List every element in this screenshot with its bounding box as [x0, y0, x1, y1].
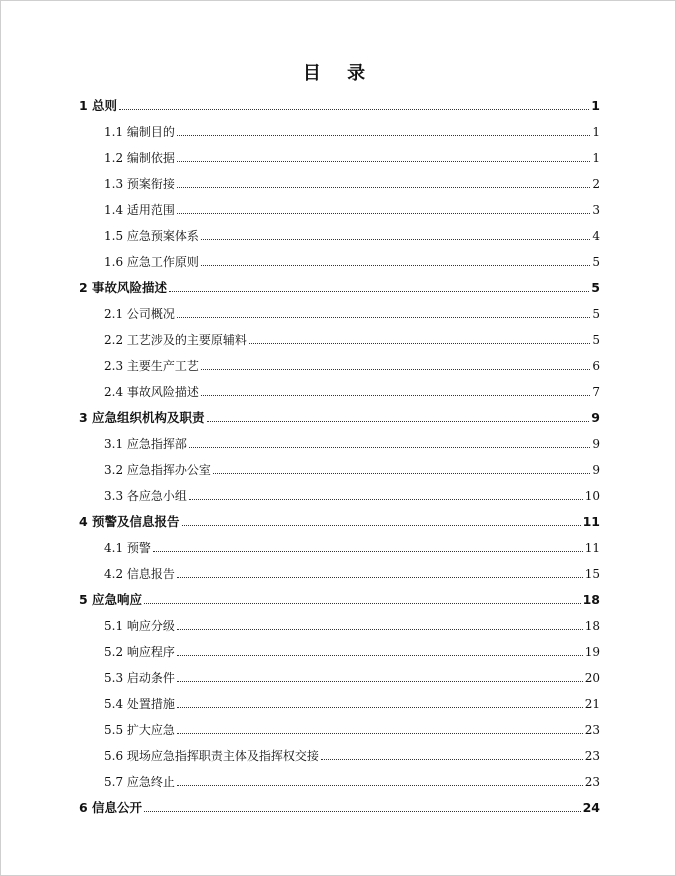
- toc-section-entry[interactable]: [104, 640, 600, 660]
- toc-dot-leader: [182, 525, 581, 526]
- toc-chapter-entry[interactable]: [79, 510, 600, 530]
- toc-dot-leader: [144, 603, 581, 604]
- toc-title: 目 录: [302, 63, 376, 84]
- toc-page-number: 23: [584, 749, 600, 763]
- toc-entry-label: 5.6 现场应急指挥职责主体及指挥权交接: [104, 749, 319, 763]
- toc-page-number: 20: [584, 671, 600, 685]
- toc-section-entry[interactable]: [104, 666, 600, 686]
- toc-page-number: 21: [584, 697, 600, 711]
- toc-dot-leader: [201, 369, 590, 370]
- toc-page-number: 5: [592, 307, 600, 321]
- toc-dot-leader: [144, 811, 581, 812]
- toc-entry-label: 1.6 应急工作原则: [104, 255, 199, 269]
- toc-dot-leader: [119, 109, 589, 110]
- toc-entry-label: 5.7 应急终止: [104, 775, 175, 789]
- toc-dot-leader: [189, 499, 583, 500]
- toc-page-number: 11: [584, 541, 600, 555]
- toc-entry-label: 2 事故风险描述: [79, 280, 168, 295]
- toc-section-entry[interactable]: [104, 718, 600, 738]
- toc-page-number: 9: [591, 410, 600, 425]
- toc-section-entry[interactable]: [104, 614, 600, 634]
- toc-entry-label: 1.1 编制目的: [104, 125, 175, 139]
- toc-page-number: 11: [582, 514, 600, 529]
- toc-dot-leader: [177, 733, 583, 734]
- toc-page-number: 15: [584, 567, 600, 581]
- toc-entry-label: 5.2 响应程序: [104, 645, 175, 659]
- toc-entry-label: 5.5 扩大应急: [104, 723, 175, 737]
- toc-page-number: 7: [592, 385, 600, 399]
- toc-entry-label: 1 总则: [79, 98, 118, 113]
- toc-dot-leader: [177, 707, 583, 708]
- toc-dot-leader: [177, 187, 590, 188]
- toc-section-entry[interactable]: [104, 328, 600, 348]
- toc-entry-label: 1.2 编制依据: [104, 151, 175, 165]
- toc-dot-leader: [177, 213, 590, 214]
- toc-entry-label: 1.3 预案衔接: [104, 177, 175, 191]
- toc-entry-label: 4 预警及信息报告: [79, 514, 180, 529]
- toc-dot-leader: [153, 551, 583, 552]
- toc-section-entry[interactable]: [104, 458, 600, 478]
- toc-dot-leader: [201, 239, 590, 240]
- toc-section-entry[interactable]: [104, 198, 600, 218]
- toc-page-number: 1: [591, 98, 600, 113]
- toc-section-entry[interactable]: [104, 250, 600, 270]
- toc-page-number: 4: [592, 229, 600, 243]
- toc-chapter-entry[interactable]: [79, 276, 600, 296]
- toc-dot-leader: [177, 681, 583, 682]
- toc-page-number: 23: [584, 723, 600, 737]
- toc-section-entry[interactable]: [104, 380, 600, 400]
- toc-dot-leader: [177, 135, 590, 136]
- toc-chapter-entry[interactable]: [79, 588, 600, 608]
- toc-chapter-entry[interactable]: [79, 94, 600, 114]
- toc-section-entry[interactable]: [104, 224, 600, 244]
- toc-entry-label: 3.3 各应急小组: [104, 489, 187, 503]
- toc-section-entry[interactable]: [104, 354, 600, 374]
- toc-page-number: 1: [592, 125, 600, 139]
- toc-dot-leader: [177, 655, 583, 656]
- toc-dot-leader: [169, 291, 589, 292]
- toc-section-entry[interactable]: [104, 536, 600, 556]
- toc-section-entry[interactable]: [104, 172, 600, 192]
- toc-page-number: 9: [592, 463, 600, 477]
- toc-entry-label: 2.4 事故风险描述: [104, 385, 199, 399]
- toc-dot-leader: [207, 421, 590, 422]
- toc-page-number: 9: [592, 437, 600, 451]
- toc-entry-label: 5.4 处置措施: [104, 697, 175, 711]
- toc-entry-label: 2.3 主要生产工艺: [104, 359, 199, 373]
- toc-entry-label: 3.2 应急指挥办公室: [104, 463, 211, 477]
- toc-page-number: 10: [584, 489, 600, 503]
- toc-page-number: 3: [592, 203, 600, 217]
- toc-entry-label: 5.1 响应分级: [104, 619, 175, 633]
- toc-page-number: 5: [592, 255, 600, 269]
- toc-dot-leader: [201, 395, 590, 396]
- toc-section-entry[interactable]: [104, 484, 600, 504]
- toc-page-number: 5: [592, 333, 600, 347]
- toc-dot-leader: [177, 577, 583, 578]
- toc-dot-leader: [177, 317, 590, 318]
- toc-section-entry[interactable]: [104, 432, 600, 452]
- toc-page-number: 23: [584, 775, 600, 789]
- toc-chapter-entry[interactable]: [79, 796, 600, 816]
- toc-dot-leader: [213, 473, 590, 474]
- toc-page-number: 2: [592, 177, 600, 191]
- toc-entry-label: 3.1 应急指挥部: [104, 437, 187, 451]
- toc-dot-leader: [189, 447, 590, 448]
- toc-page-number: 19: [584, 645, 600, 659]
- toc-page-number: 18: [584, 619, 600, 633]
- toc-dot-leader: [177, 785, 583, 786]
- toc-entry-label: 2.2 工艺涉及的主要原辅料: [104, 333, 247, 347]
- toc-entry-label: 1.5 应急预案体系: [104, 229, 199, 243]
- toc-section-entry[interactable]: [104, 120, 600, 140]
- toc-entry-label: 4.1 预警: [104, 541, 151, 555]
- toc-dot-leader: [177, 161, 590, 162]
- toc-section-entry[interactable]: [104, 302, 600, 322]
- toc-chapter-entry[interactable]: [79, 406, 600, 426]
- toc-entry-label: 2.1 公司概况: [104, 307, 175, 321]
- toc-entry-label: 3 应急组织机构及职责: [79, 410, 205, 425]
- toc-entry-label: 1.4 适用范围: [104, 203, 175, 217]
- toc-section-entry[interactable]: [104, 562, 600, 582]
- toc-section-entry[interactable]: [104, 744, 600, 764]
- toc-dot-leader: [201, 265, 590, 266]
- toc-entry-label: 4.2 信息报告: [104, 567, 175, 581]
- toc-page-number: 6: [592, 359, 600, 373]
- toc-entry-label: 5 应急响应: [79, 592, 143, 607]
- toc-page-number: 24: [582, 800, 600, 815]
- toc-entry-label: 5.3 启动条件: [104, 671, 175, 685]
- toc-dot-leader: [321, 759, 583, 760]
- toc-page-number: 5: [591, 280, 600, 295]
- toc-section-entry[interactable]: [104, 146, 600, 166]
- toc-section-entry[interactable]: [104, 770, 600, 790]
- toc-dot-leader: [177, 629, 583, 630]
- toc-page-number: 1: [592, 151, 600, 165]
- toc-section-entry[interactable]: [104, 692, 600, 712]
- toc-entry-label: 6 信息公开: [79, 800, 143, 815]
- toc-page-number: 18: [582, 592, 600, 607]
- toc-dot-leader: [249, 343, 590, 344]
